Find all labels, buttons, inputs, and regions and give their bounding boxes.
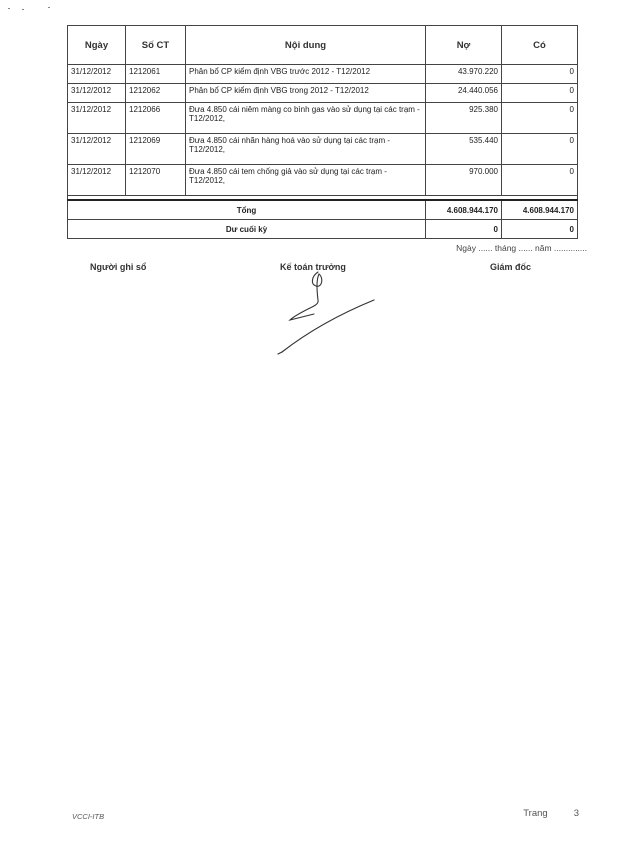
signature-label-director: Giám đốc [490,262,532,272]
closing-balance-label: Dư cuối kỳ [68,220,426,239]
scan-speck [48,7,50,8]
row-credit: 0 [502,103,578,134]
row-credit: 0 [502,84,578,103]
handwritten-signature [270,270,390,365]
scan-speck [8,8,10,9]
row-content: Đưa 4.850 cái niêm màng co bình gas vào sử dụng tại các trạm - T12/2012, [186,103,426,134]
header-content: Nội dung [186,26,426,65]
ledger-table [67,25,578,239]
row-date: 31/12/2012 [68,84,126,103]
row-content: Đưa 4.850 cái nhãn hàng hoá vào sử dụng tại các trạm - T12/2012, [186,134,426,165]
page-label: Trang [523,808,548,819]
closing-balance-credit: 0 [502,220,578,239]
row-doc-no: 1212062 [126,84,186,103]
row-date: 31/12/2012 [68,165,126,196]
row-date: 31/12/2012 [68,65,126,84]
row-doc-no: 1212066 [126,103,186,134]
table-row [68,165,578,196]
ledger-header [68,26,578,65]
scan-speck [22,9,24,10]
row-debit: 24.440.056 [426,84,502,103]
table-row [68,84,578,103]
page-number-value: 3 [573,808,579,819]
signature-label-bookkeeper: Người ghi sổ [90,262,147,272]
table-row [68,65,578,84]
page-number [523,808,579,819]
row-credit: 0 [502,134,578,165]
header-debit: Nợ [426,26,502,65]
total-credit: 4.608.944.170 [502,200,578,220]
row-doc-no: 1212061 [126,65,186,84]
row-debit: 925.380 [426,103,502,134]
total-row [68,200,578,220]
header-credit: Có [502,26,578,65]
row-debit: 970.000 [426,165,502,196]
row-doc-no: 1212070 [126,165,186,196]
table-row [68,103,578,134]
row-content: Đưa 4.850 cái tem chống giả vào sử dụng tại các trạm - T12/2012, [186,165,426,196]
row-content: Phân bổ CP kiểm định VBG trước 2012 - T12/2012 [186,65,426,84]
row-debit: 535.440 [426,134,502,165]
row-date: 31/12/2012 [68,103,126,134]
row-credit: 0 [502,165,578,196]
row-content: Phân bổ CP kiểm định VBG trong 2012 - T12/2012 [186,84,426,103]
date-line: Ngày ...... tháng ...... năm .............. [456,243,587,253]
footer-company-code: VCCI-ITB [72,812,105,821]
total-debit: 4.608.944.170 [426,200,502,220]
row-credit: 0 [502,65,578,84]
table-row [68,134,578,165]
row-date: 31/12/2012 [68,134,126,165]
row-debit: 43.970.220 [426,65,502,84]
header-doc-no: Số CT [126,26,186,65]
closing-balance-row [68,220,578,239]
row-doc-no: 1212069 [126,134,186,165]
closing-balance-debit: 0 [426,220,502,239]
signature-label-chief-accountant: Kế toán trưởng [280,262,346,272]
total-label: Tổng [68,200,426,220]
header-date: Ngày [68,26,126,65]
